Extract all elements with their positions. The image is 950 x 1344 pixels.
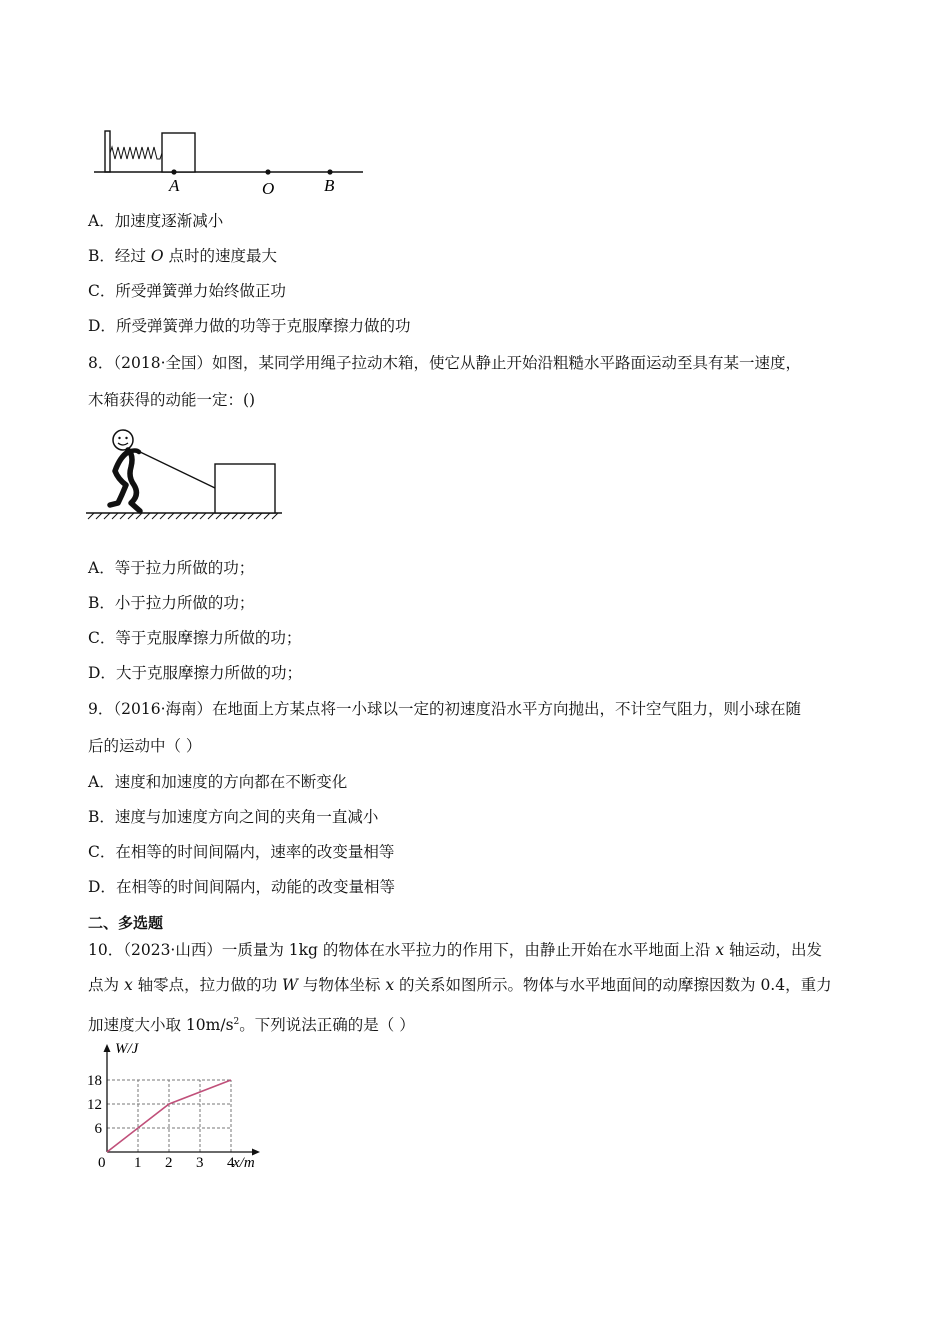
q10-stem-line2: 点为 x 轴零点，拉力做的功 W 与物体坐标 x 的关系如图所示。物体与水平地面间的动摩擦因数为 0.4，重力 [88,976,832,994]
q10-stem-line3: 加速度大小取 $10m/s^2$。下列说法正确的是（ ） [88,1016,415,1035]
x-axis-label: x/m [233,1155,255,1171]
wall [105,131,110,172]
wooden-box [215,464,275,513]
q7-option-d: D．所受弹簧弹力做的功等于克服摩擦力做的功 [88,317,411,335]
y-tick-label-18: 18 [87,1073,102,1089]
q8-option-b: B．小于拉力所做的功； [88,594,255,612]
point-B [327,169,332,174]
q8-stem: 8．（2018·全国）如图，某同学用绳子拉动木箱，使它从静止开始沿粗糙水平路面运动至具有某一速度， [88,354,802,372]
rope [136,450,215,488]
q9-option-c: C．在相等的时间间隔内，速率的改变量相等 [88,843,395,861]
point-A [171,169,176,174]
q9-option-a: A．速度和加速度的方向都在不断变化 [88,773,348,791]
chart-grid [107,1080,231,1152]
q8-option-d: D．大于克服摩擦力所做的功； [88,664,302,682]
q8-stem-line2: 木箱获得的动能一定：() [88,391,256,409]
label-A: A [169,176,180,195]
q7-option-c: C．所受弹簧弹力始终做正功 [88,282,286,300]
label-O: O [262,179,275,198]
person-head [113,430,133,450]
q9-option-b: B．速度与加速度方向之间的夹角一直减小 [88,808,379,826]
ground-hatch [88,513,278,519]
y-tick-label-6: 6 [94,1121,102,1137]
person-arm [110,452,128,505]
origin-label: 0 [98,1155,106,1171]
person-pulling-box-figure [84,425,289,520]
q8-option-a: A．等于拉力所做的功； [88,559,255,577]
q7-option-b: B．经过 O 点时的速度最大 [88,247,277,265]
y-tick-label-12: 12 [87,1097,102,1113]
q9-option-d: D．在相等的时间间隔内，动能的改变量相等 [88,878,395,896]
block [162,133,195,172]
spring [110,147,162,159]
q8-option-c: C．等于克服摩擦力所做的功； [88,629,302,647]
y-axis-label: W/J [115,1041,139,1057]
work-displacement-chart [85,1040,270,1175]
section-title: 二、多选题 [88,914,164,932]
x-tick-label-2: 2 [165,1155,173,1171]
q9-stem-line2: 后的运动中（ ） [88,737,202,755]
q9-stem: 9．（2016·海南）在地面上方某点将一小球以一定的初速度沿水平方向抛出，不计空气阻力，则小球在随 [88,700,802,718]
point-O [265,169,270,174]
q10-stem: 10．（2023·山西）一质量为 1kg 的物体在水平拉力的作用下，由静止开始在水平地面上沿 x 轴运动，出发 [88,941,823,959]
x-tick-label-4: 4 [227,1155,235,1171]
y-axis-arrow [104,1044,111,1052]
q7-option-a: A．加速度逐渐减小 [88,212,224,230]
x-tick-label-3: 3 [196,1155,204,1171]
label-B: B [324,176,335,195]
person-body [128,450,140,511]
spring-block-figure [88,125,378,200]
x-tick-label-1: 1 [134,1155,142,1171]
